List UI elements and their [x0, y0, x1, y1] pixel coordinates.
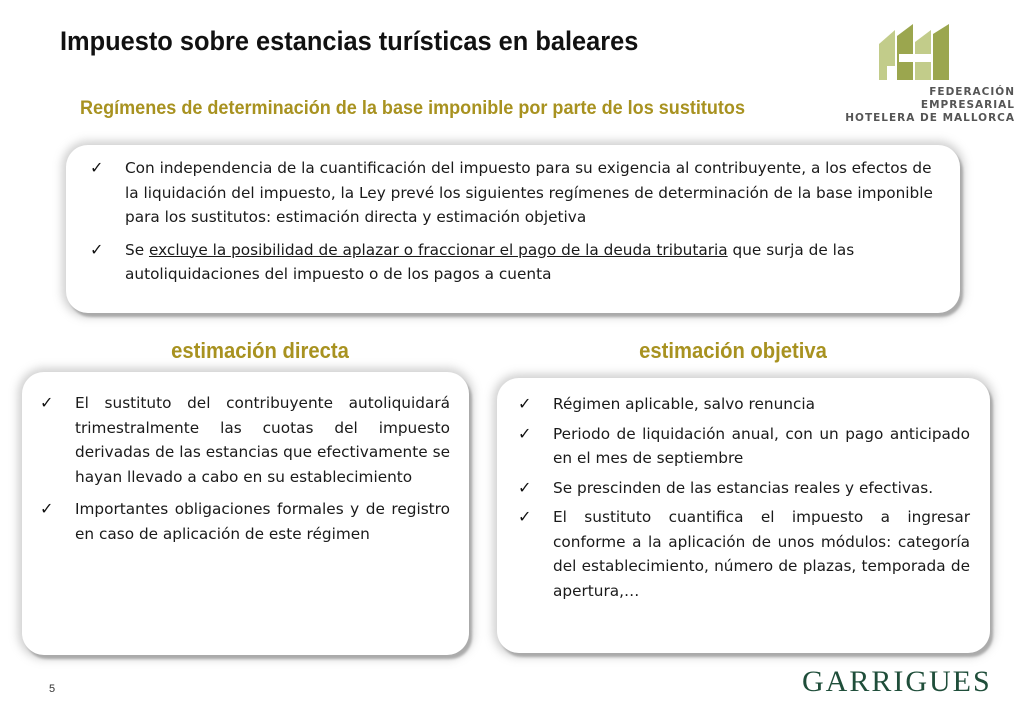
check-icon: ✓ [40, 393, 54, 412]
list-item [516, 476, 970, 501]
check-icon: ✓ [518, 477, 532, 497]
page-number: 5 [49, 683, 56, 695]
intro-list [88, 156, 944, 295]
check-icon: ✓ [518, 394, 532, 413]
check-icon: ✓ [90, 239, 104, 259]
objetiva-box [497, 378, 990, 653]
garrigues-logo: GARRIGUES [802, 665, 992, 698]
intro-item-before: Se [125, 240, 149, 259]
objetiva-item-text: Régimen aplicable, salvo renuncia [553, 395, 815, 413]
directa-item-text: Importantes obligaciones formales y de registro en caso de aplicación de este régimen [75, 500, 450, 543]
intro-item-text: Con independencia de la cuantificación del impuesto para su exigencia al contribuyente, a los efectos de la liquidación del impuesto, la Ley prevé los siguientes regímenes de determinación de la base imponible para los sustitutos: estimación directa y estimación objetiva [125, 159, 933, 226]
list-item [516, 422, 970, 471]
directa-list [38, 391, 450, 554]
fehm-logo [835, 18, 1015, 124]
objetiva-item-text: El sustituto cuantifica el impuesto a ingresar conforme a la aplicación de unos módulos: categoría del establecimiento, número de plazas, temporada de apertura,… [553, 508, 970, 600]
directa-heading: estimación directa [171, 338, 349, 363]
slide-subtitle: Regímenes de determinación de la base imponible por parte de los sustitutos [80, 98, 745, 119]
check-icon: ✓ [518, 507, 532, 526]
objetiva-heading: estimación objetiva [639, 338, 827, 363]
slide-title: Impuesto sobre estancias turísticas en baleares [60, 26, 639, 56]
logo-line-2: HOTELERA DE MALLORCA [845, 112, 1015, 124]
fehm-building-logo-icon [873, 22, 965, 84]
intro-item-after: que surja de las autoliquidaciones del impuesto o de los pagos a cuenta [125, 240, 855, 283]
directa-item-text: El sustituto del contribuyente autoliquidará trimestralmente las cuotas del impuesto derivadas de las estancias que efectivamente se hayan llevado a cabo en su establecimiento [75, 394, 450, 486]
list-item [88, 156, 944, 230]
intro-item-underlined: excluye la posibilidad de aplazar o fraccionar el pago de la deuda tributaria [148, 240, 728, 259]
check-icon: ✓ [90, 158, 104, 177]
check-icon: ✓ [518, 423, 532, 443]
check-icon: ✓ [40, 499, 54, 518]
directa-box [22, 372, 469, 655]
list-item [516, 505, 970, 603]
list-item [38, 391, 450, 489]
list-item [516, 392, 970, 417]
logo-line-1: FEDERACIÓN EMPRESARIAL [920, 86, 1015, 111]
objetiva-item-text: Se prescinden de las estancias reales y efectivas. [553, 478, 934, 497]
objetiva-list [516, 392, 970, 608]
list-item [38, 497, 450, 546]
list-item [88, 238, 944, 287]
objetiva-item-text: Periodo de liquidación anual, con un pago anticipado en el mes de septiembre [553, 424, 970, 467]
intro-box [66, 145, 960, 313]
